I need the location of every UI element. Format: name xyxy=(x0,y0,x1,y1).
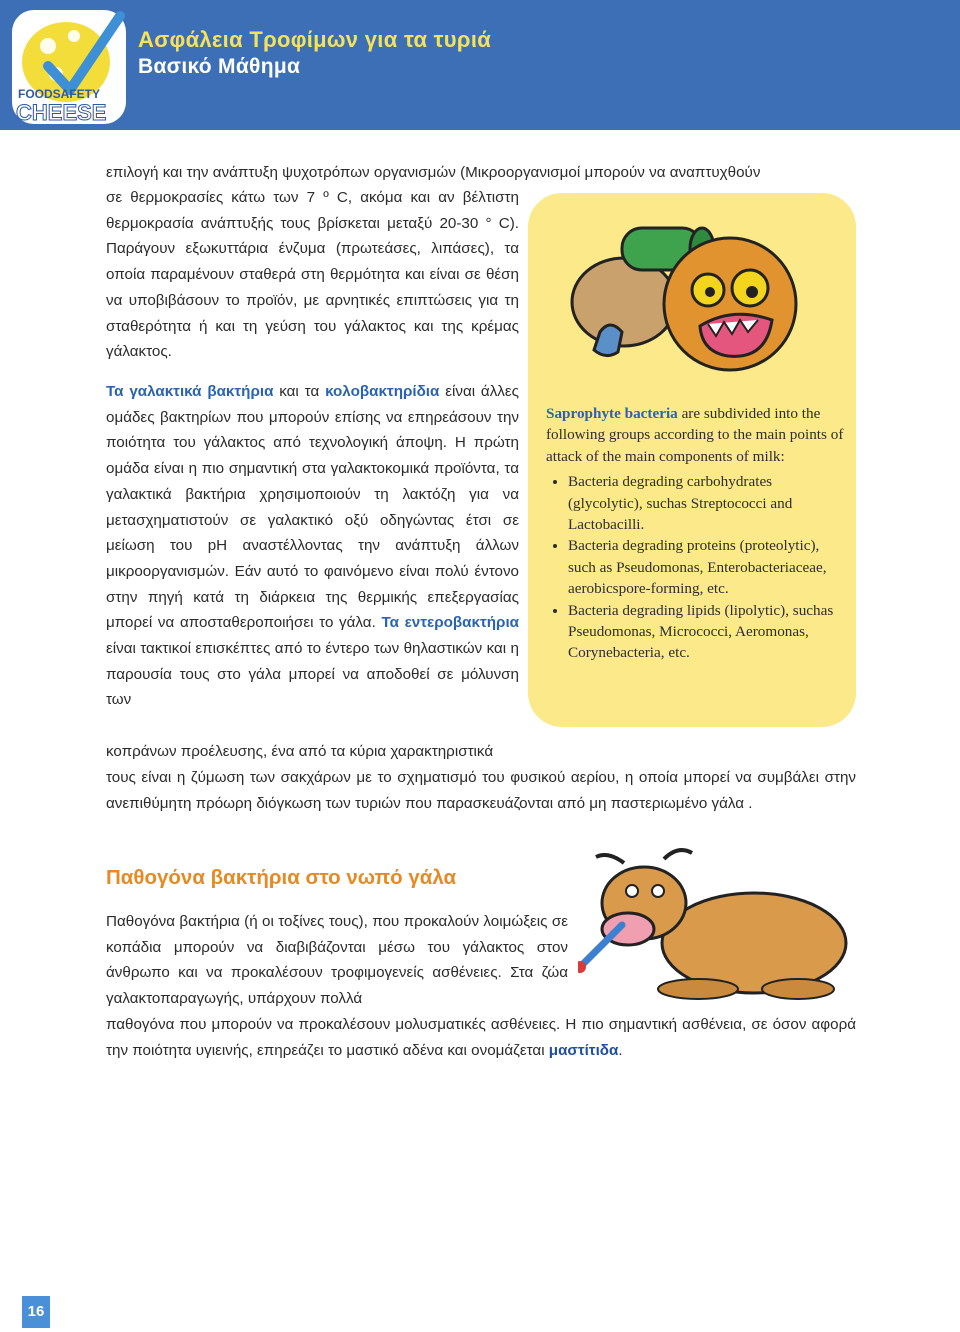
svg-text:FOODSAFETY: FOODSAFETY xyxy=(18,87,101,101)
sidebar-lead: Saprophyte bacteria xyxy=(546,405,678,422)
paragraph-1-line-1: επιλογή και την ανάπτυξη ψυχοτρόπων οργανισμών (Μικροοργανισμοί μπορούν να αναπτυχθούν xyxy=(106,164,761,181)
list-item: • Bacteria degrading proteins (proteolytic), such as Pseudomonas, Enterobacteriaceae, aerobicspore-forming, etc. xyxy=(568,535,846,599)
foodsafety-cheese-logo xyxy=(8,6,130,128)
section-paragraph-narrow: Παθογόνα βακτήρια (ή οι τοξίνες τους), που προκαλούν λοιμώξεις σε κοπάδια μπορούν να διαβιβάζονται μέσω του γάλακτος στον άνθρωπο και να προκαλέσουν τροφιμογενείς ασθένειες. Στα ζώα γαλακτοπαραγωγής, υπάρχουν πολλά xyxy=(106,913,568,1008)
document-subtitle: Βασικό Μάθημα xyxy=(138,55,301,78)
svg-text:CHEESE: CHEESE xyxy=(16,100,107,125)
bacteria-mascot-illustration xyxy=(552,202,852,387)
paragraph-1-body: σε θερμοκρασίες κάτω των 7 º C, ακόμα και αν βέλτιστη θερμοκρασία ανάπτυξής τους βρίσκεται μεταξύ 20-30 ° C). Παράγουν εξωκυττάρια ένζυμα (πρωτεάσες, λιπάσες), τα οποία παραμένουν σταθερά στη θερμότητα και είναι σε θέση να υποβιβάσουν το προϊόν, με αρνητικές επιπτώσεις για τη σταθερότητα ή και τη γεύση του γάλακτος και της κρέμας γάλακτος. xyxy=(106,189,519,361)
document-title: Ασφάλεια Τροφίμων για τα τυριά xyxy=(138,27,492,52)
list-item: • Bacteria degrading carbohydrates (glycolytic), suchas Streptococci and Lactobacilli. xyxy=(568,471,846,535)
paragraph-2-body: Τα γαλακτικά βακτήρια και τα κολοβακτηρίδια είναι άλλες ομάδες βακτηρίων που μπορούν επίσης να επηρεάσουν την ποιότητα του γάλακτος από τεχνολογική άποψη. Η πρώτη ομάδα είναι η πιο σημαντική στα γαλακτοκομικά προϊόντα, τα γαλακτικά βακτήρια χρησιμοποιούν τη λακτόζη για να μετασχηματιστούν σε γαλακτικό οξύ οδηγώντας έτσι σε μείωση του pH αναστέλλοντας την ανάπτυξη άλλων μικροοργανισμών. Εάν αυτό το φαινόμενο είναι πολύ έντονο στην πηγή κατά τη διάρκεια της θερμικής επεξεργασίας μπορεί να αποσταθεροποιήσει το γάλα. Τα εντεροβακτήρια είναι τακτικοί επισκέπτες από το έντερο των θηλαστικών και η παρουσία τους στο γάλα μπορεί να αποδοθεί σε μόλυνση των xyxy=(106,383,519,709)
paragraph-2-continued: τους είναι η ζύμωση των σακχάρων με το σχηματισμό του φυσικού αερίου, η οποία μπορεί να συμβάλει στην ανεπιθύμητη πρόωρη διόγκωση των τυριών που παρασκευάζονται από μη παστεριωμένο γάλα . xyxy=(106,769,856,812)
keyword-mastitis: μαστίτιδα xyxy=(548,1041,619,1059)
keyword-enterobacteria: Τα εντεροβακτήρια xyxy=(381,614,519,632)
keyword-coliforms: κολοβακτηρίδια xyxy=(325,383,440,400)
page-number: 16 xyxy=(22,1296,50,1328)
section-heading: Παθογόνα βακτήρια στο νωπό γάλα xyxy=(106,866,457,889)
sick-cow-illustration xyxy=(578,845,858,1015)
sidebar-text xyxy=(546,403,846,664)
sidebar-list xyxy=(546,471,846,664)
page-header xyxy=(0,0,960,130)
section-paragraph-full: παθογόνα που μπορούν να προκαλέσουν μολυσματικές ασθένειες. Η πιο σημαντική ασθένεια, σε όσον αφορά την ποιότητα υγιεινής, επηρεάζει το μαστικό αδένα και ονομάζεται μαστίτιδα. xyxy=(106,1016,856,1059)
sidebar-intro: are subdivided into the following groups according to the main points of attack of the main components of milk: xyxy=(546,405,844,465)
list-item: • Bacteria degrading lipids (lipolytic), suchas Pseudomonas, Micrococci, Aeromonas, Corynebacteria, etc. xyxy=(568,600,846,664)
keyword-lactic-bacteria: Τα γαλακτικά βακτήρια xyxy=(106,383,274,400)
paragraph-2-line-last: κοπράνων προέλευσης, ένα από τα κύρια χαρακτηριστικά xyxy=(106,743,494,760)
